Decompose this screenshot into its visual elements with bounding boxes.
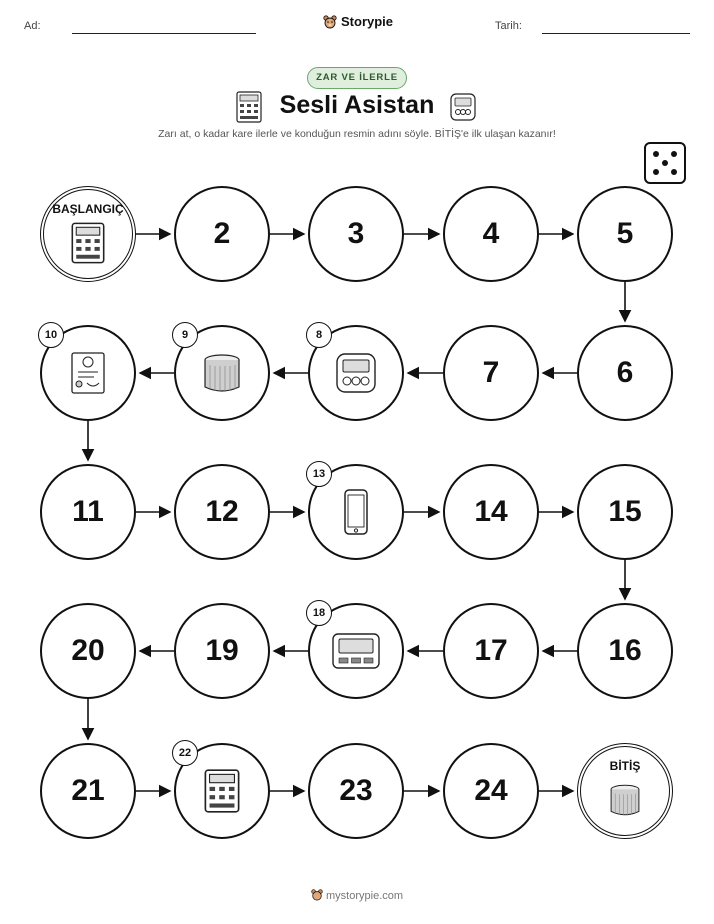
space-number: 3 [347,217,365,250]
space-number-tag: 13 [306,461,332,487]
space-number-tag: 8 [306,322,332,348]
bear-icon [311,889,323,901]
space-number: 23 [339,774,373,807]
page-title: Sesli Asistan [279,91,435,119]
space-number: 5 [616,217,634,250]
space-number: 2 [213,217,231,250]
space-number: 12 [205,495,239,528]
date-label: Tarih: [495,20,522,32]
space-number: 7 [482,356,500,389]
instructions: Zarı at, o kadar kare ilerle ve konduğun resmin adını söyle. BİTİŞ'e ilk ulaşan kazanır! [158,128,556,140]
space-number: 11 [72,495,104,528]
space-number: 6 [616,356,634,389]
space-number: 15 [608,495,642,528]
name-label: Ad: [24,20,41,32]
space-number: 21 [71,774,105,807]
space-number: 17 [474,634,508,667]
brand-name: Storypie [341,14,394,29]
finish-label: BİTİŞ [609,759,641,773]
space-number: 16 [608,634,642,667]
start-label: BAŞLANGIÇ [52,202,124,216]
space-number-tag: 22 [172,740,198,766]
space-number: 20 [71,634,105,667]
space-number: 14 [474,495,508,528]
footer [0,889,714,902]
space-number-tag: 10 [38,322,64,348]
space-number: 4 [482,217,500,250]
space-number-tag: 9 [172,322,198,348]
space-number: 24 [474,774,508,807]
space-number: 19 [205,634,239,667]
footer-url[interactable]: mystorypie.com [326,890,404,902]
activity-badge: ZAR VE İLERLE [307,67,407,89]
space-number-tag: 18 [306,600,332,626]
